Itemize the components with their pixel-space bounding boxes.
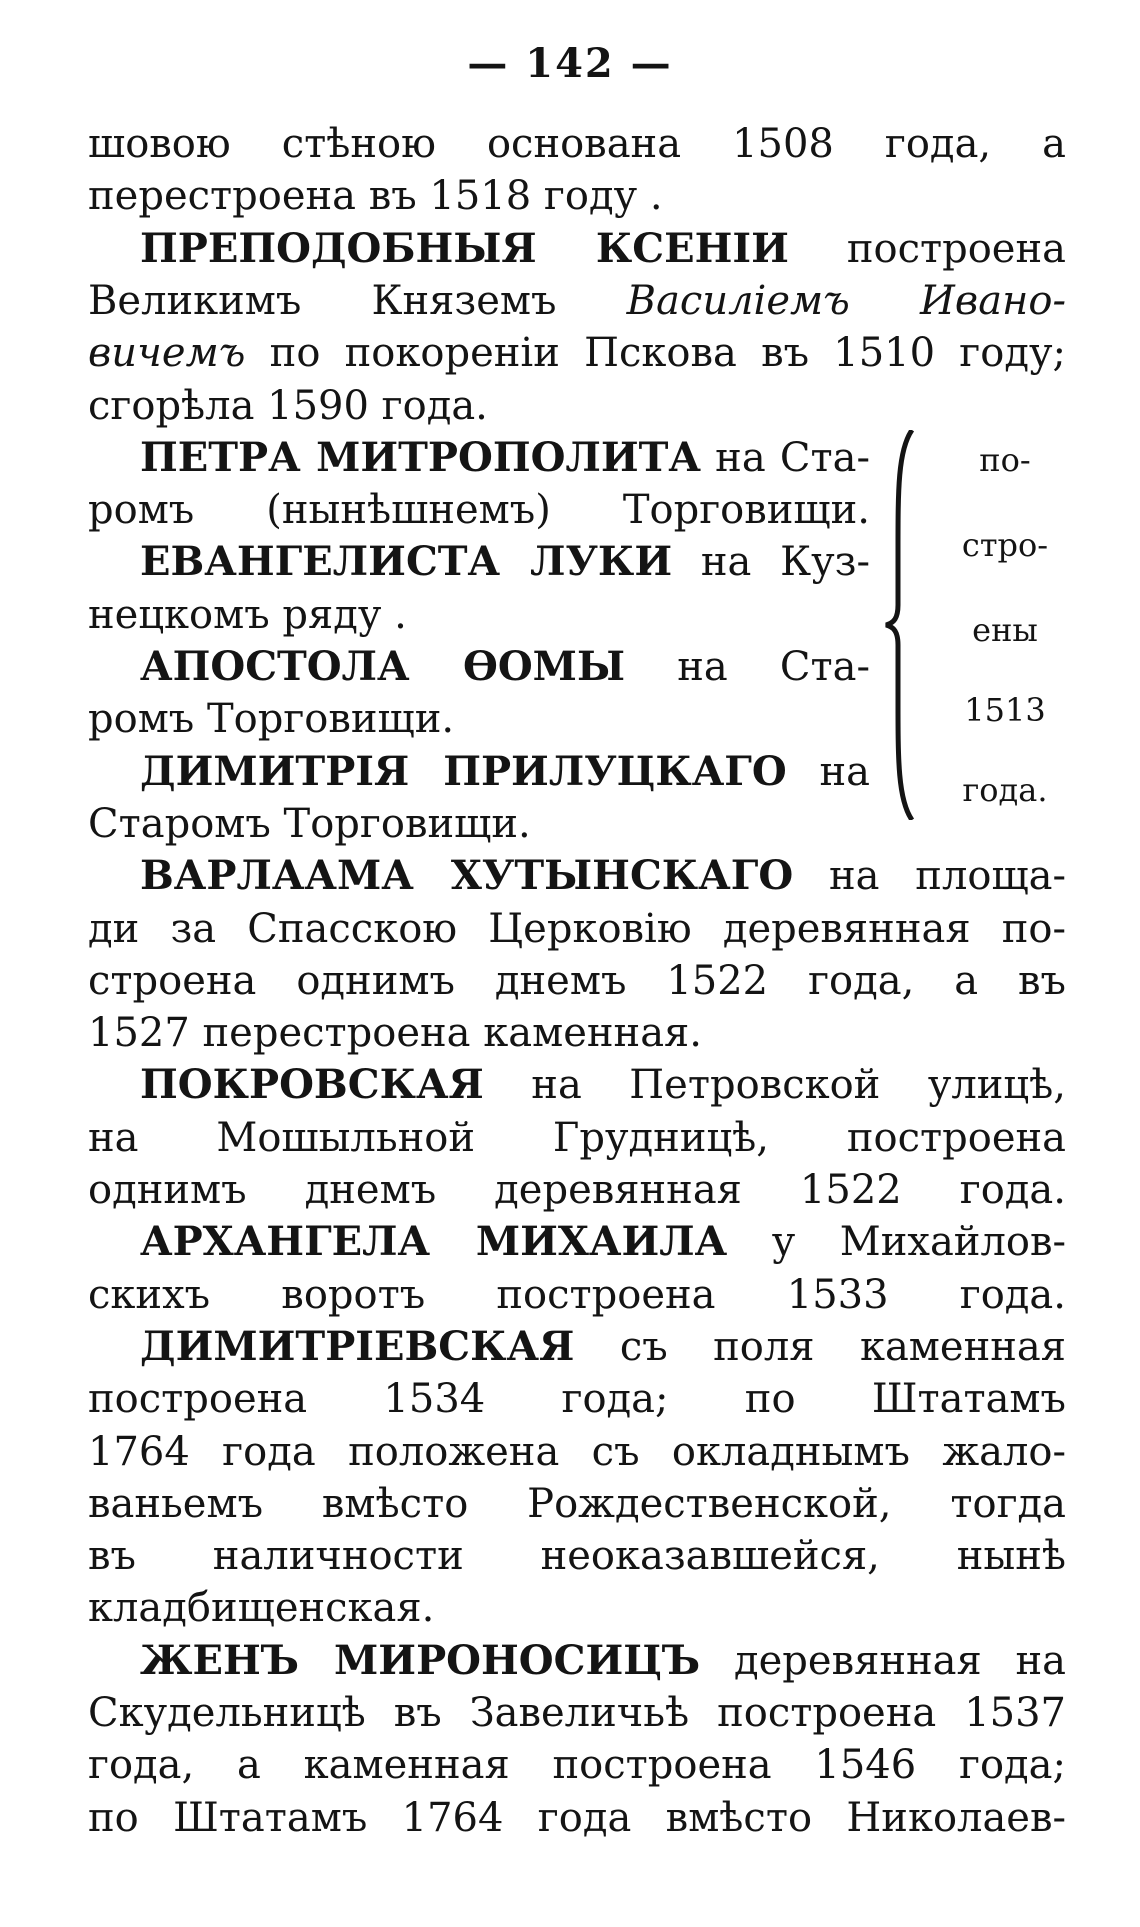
text-line (88, 1530, 1066, 1582)
text-line (88, 380, 1066, 432)
church-name: ПРЕПОДОБНЫЯ КСЕНІИ (140, 224, 789, 272)
church-name: ВАРЛААМА ХУТЫНСКАГО (140, 852, 794, 900)
side-note-word: стро- (961, 526, 1049, 564)
church-name: ДИМИТРІЯ ПРИЛУЦКАГО (140, 747, 787, 795)
text-line (140, 1216, 1066, 1268)
text-line (88, 1582, 1066, 1634)
church-name: ПЕТРА МИТРОПОЛИТА (140, 433, 701, 481)
side-note-word: 1513 (964, 691, 1046, 729)
line-text: сгорѣла 1590 года. (88, 382, 488, 429)
text-line (140, 1321, 1066, 1373)
line-text: перестроена въ 1518 году . (88, 173, 663, 220)
church-name: ЕВАНГЕЛИСТА ЛУКИ (140, 538, 673, 586)
text-line (88, 1007, 1066, 1059)
text-line (88, 1112, 1066, 1164)
text-line (88, 1426, 1066, 1478)
line-text: ваньемъ вмѣсто Рождественской, тогда (88, 1480, 1066, 1527)
line-text: ди за Спасскою Церковію деревянная по- (88, 905, 1066, 952)
text-line (88, 275, 1066, 327)
line-text: по покореніи Пскова въ 1510 году; (245, 330, 1066, 377)
church-name: ЖЕНЪ МИРОНОСИЦЪ (140, 1636, 701, 1684)
line-text: 1527 перестроена каменная. (88, 1010, 702, 1057)
line-text: шовою стѣною основана 1508 года, а (88, 121, 1066, 167)
church-name: АРХАНГЕЛА МИХАИЛА (140, 1218, 728, 1266)
line-text: деревянная на (700, 1637, 1067, 1684)
text-line (88, 118, 1066, 170)
text-line (88, 798, 870, 850)
text-line (88, 1687, 1066, 1739)
text-line (88, 1478, 1066, 1530)
text-line (88, 1792, 1066, 1844)
text-line (140, 1635, 1066, 1687)
line-text: строена однимъ днемъ 1522 года, а въ (88, 957, 1066, 1004)
italic-name: вичемъ (88, 330, 246, 377)
text-line (140, 536, 870, 588)
church-name: ДИМИТРІЕВСКАЯ (140, 1322, 575, 1370)
italic-name: Василіемъ Ивано- (626, 277, 1066, 324)
line-text: скихъ воротъ построена 1533 года. (88, 1271, 1066, 1318)
text-line (140, 1059, 1066, 1111)
line-text: 1764 года положена съ окладнымъ жало- (88, 1428, 1066, 1475)
text-line (140, 432, 870, 484)
text-line (88, 903, 1066, 955)
church-name: АПОСТОЛА ѲОМЫ (140, 643, 626, 690)
line-text: кладбищенская. (88, 1585, 435, 1632)
line-text: построена 1534 года; по Штатамъ (88, 1376, 1066, 1423)
text-line (88, 1164, 1066, 1216)
line-text: однимъ днемъ деревянная 1522 года. (88, 1167, 1066, 1213)
line-text: на Мошыльной Грудницѣ, построена (88, 1114, 1066, 1161)
text-line (88, 484, 870, 536)
text-line (140, 850, 1066, 902)
text-line (88, 693, 870, 745)
text-line (88, 1739, 1066, 1791)
side-note-word: ены (972, 611, 1038, 649)
text-line (88, 170, 1066, 222)
line-text: на Ста- (625, 644, 870, 690)
side-note-word: по- (979, 441, 1031, 479)
line-text: съ поля каменная (574, 1323, 1066, 1370)
line-text: ромъ Торговищи. (88, 696, 455, 743)
line-text: на Ста- (700, 434, 870, 481)
line-text: у Михайлов- (727, 1219, 1066, 1266)
text-line (88, 955, 1066, 1007)
line-text: на Петровской улицѣ, (483, 1062, 1066, 1109)
line-text: Великимъ Княземъ (88, 277, 627, 324)
line-text: на (786, 748, 870, 795)
line-text: на Куз- (672, 539, 871, 586)
church-name: ПОКРОВСКАЯ (140, 1061, 484, 1109)
text-line (88, 589, 870, 641)
line-text: ромъ (нынѣшнемъ) Торговищи. (88, 487, 870, 534)
grouping-brace (884, 430, 924, 820)
side-note-word: года. (962, 771, 1048, 809)
text-line (140, 641, 870, 693)
text-line (88, 327, 1066, 379)
line-text: по Штатамъ 1764 года вмѣсто Николаев- (88, 1794, 1066, 1841)
text-line (88, 1269, 1066, 1321)
page-number: — 142 — (467, 40, 673, 87)
text-line (88, 1373, 1066, 1425)
text-line (140, 746, 870, 798)
line-text: въ наличности неоказавшейся, нынѣ (88, 1533, 1066, 1580)
line-text: нецкомъ ряду . (88, 591, 407, 638)
text-line (140, 223, 1066, 275)
line-text: на площа- (793, 853, 1067, 900)
line-text: года, а каменная построена 1546 года; (88, 1742, 1066, 1789)
line-text: построена (788, 225, 1066, 272)
line-text: Старомъ Торговищи. (88, 800, 531, 847)
line-text: Скудельницѣ въ Завеличьѣ построена 1537 (88, 1690, 1066, 1736)
